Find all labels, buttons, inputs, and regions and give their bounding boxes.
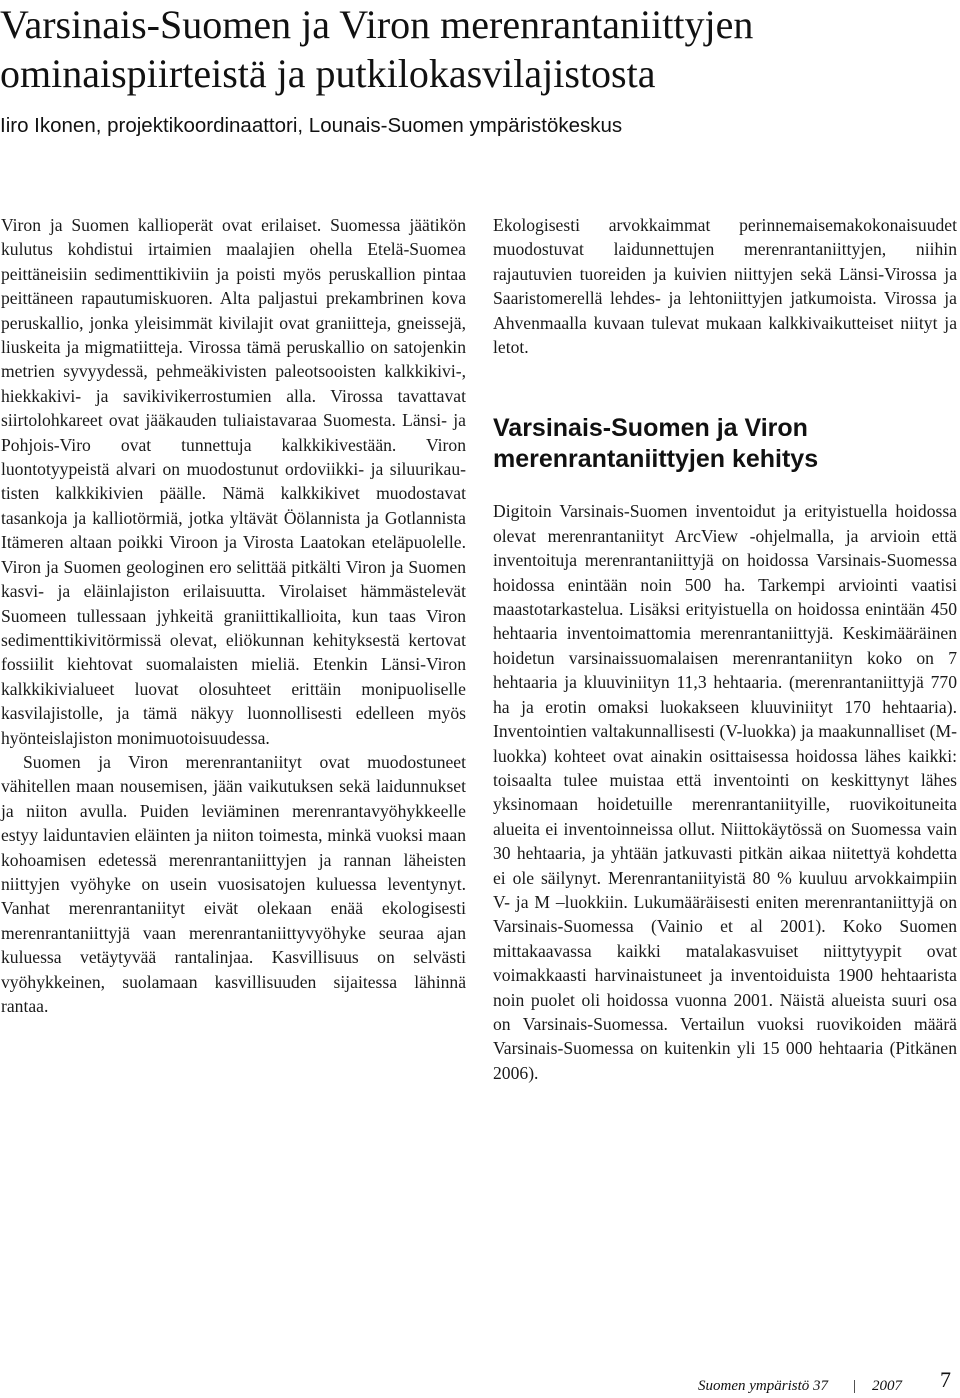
article-title: Varsinais-Suomen ja Viron merenrantaniittyjen ominaispiirteistä ja putkilokasvilajistosta [0, 2, 754, 96]
body-paragraph: Ekologisesti arvokkaimmat perinnemaisemakokonaisuudet muodostuvat laidunnettujen merenrantaniittyjen, niihin rajautuvien tuoreiden ja kuivien niittyjen sekä Länsi-Virossa ja Saaristomerellä lehdes- ja lehtoniittyjen jatkumoista. Virossa ja Ahvenmaalla kuvaan tulevat mukaan kalkkivaikutteiset niityt ja letot. [493, 215, 957, 358]
section-heading: Varsinais-Suomen ja Viron merenrantaniittyjen kehitys [493, 414, 819, 474]
footer-separator: | [853, 1378, 857, 1394]
journal-name: Suomen ympäristö 37 [698, 1378, 828, 1394]
right-column [493, 213, 957, 1085]
journal-year: 2007 [872, 1378, 902, 1394]
body-paragraph: Viron ja Suomen kallioperät ovat erilaiset. Suomessa jäätikön kulutus kohdistui irtaimien maalajien ohella Etelä-Suomea peittäneisiin sedimenttikiviin ja poisti myös peruskallion pintaa peittäneen rapautumiskuoren. Alta paljastui prekambrinen kova peruskallio, jonka yleisimmät kivilajit ovat graniitteja, gneissejä, liuskeita ja migmatiitteja. Virossa tämä peruskallio on satojenkin metrien syvyydessä, pehmeäkivisten paleotsooisten kalkkikivi-, hiekkakivi- ja savikivikerrostumien alla. Virossa tavattavat siirtolohkareet ovat jääkauden tuliaistavaraa Suomesta. Länsi- ja Pohjois-Viro ovat tunnettuja kalkkikivestään. Viron luontotyypeistä alvari on muodostunut ordoviikki- ja siluurikautisten kalkkikivien päälle. Nämä kalkkikivet muodostavat tasankoja ja kalliotörmiä, jotka yltävät Öölannista ja Gotlannista Itämeren altaan poikki Viroon ja Virosta Laatokan eteläpuolelle. Viron ja Suomen geologinen ero selittää pitkälti Viron ja Suomen kasvi- ja eläinlajiston erilaisuutta. Virolaiset hämmästelevät Suomeen tullessaan jyhkeitä graniittikallioita, kun taas Viron sedimenttikivitörmissä olevat, eliökunnan kehityksestä kertovat fossiilit kiehtovat suomalaisten mieliä. Etenkin Länsi-Viron kalkkikivialueet luovat olosuhteet erittäin monipuoliselle kasvilajistolle, ja tämä näkyy luonnollisesti edelleen myös hyönteislajiston monimuotoisuudessa. [1, 215, 466, 748]
body-paragraph: Digitoin Varsinais-Suomen inventoidut ja erityistuella hoidossa olevat merenrantaniityt ArcView -ohjelmalla, ja arvioin että inventoituja merenrantaniittyjä on hoidossa Varsinais-Suomessa hoidossa enintään noin 500 ha. Tarkempi arviointi vaatisi maastotarkastelua. Lisäksi erityistuella on hoidossa enintään 450 hehtaaria inventoimattomia merenrantaniittyjä. Keskimääräinen hoidetun varsinaissuomalaisen merenrantaniityn koko on 7 hehtaaria ja kluuviniityn 11,3 hehtaaria. (merenrantaniittyjä 770 ha ja erotin omaksi luokakseen kluuviniityt 170 hehtaaria). Inventointien valtakunnallisesti (V-luokka) ja maakunnalliset (M-luokka) kohteet ovat ainakin osittaisessa hoidossa lähes kaikki: toisaalta tulee muistaa että inventointi on keskittynyt lähes yksinomaan hoidetuille merenrantaniityille, ruovikoituneita alueita ei inventoinneissa ollut. Niittokäytössä on Suomessa vain 30 hehtaaria, ja yhtään jatkuvasti pitkän aikaa niitettyä kohdetta ei ole säilynyt. Merenrantaniityistä 80 % kuuluu arvokkaimpiin V- ja M –luokkiin. Lukumääräisesti eniten merenrantaniittyjä on Varsinais-Suomessa (Vainio et al 2001). Koko Suomen mittakaavassa kaikki matalakasvuiset niittytyypit ovat voimakkaasti harvinaistuneet ja inventoiduista 1900 hehtaarista noin puolet oli hoidossa vuonna 2001. Näistä alueista suuri osa on Varsinais-Suomessa. Vertailun vuoksi ruovikoiden määrä Varsinais-Suomessa on kuitenkin yli 15 000 hehtaaria (Pitkänen 2006). [493, 501, 957, 1083]
left-column [1, 213, 466, 1018]
page-number: 7 [940, 1367, 951, 1392]
body-paragraph: Suomen ja Viron merenrantaniityt ovat muodostuneet vähitellen maan nousemisen, jään vaikutuksen sekä laidunnukset ja niiton avulla. Puiden leviäminen merenrantavyöhykkeelle estyy laiduntavien eläinten ja niiton toimesta, minkä vuoksi maan kohoamisen edetessä merenrantaniittyjen ja rannan läheisten niittyjen vyöhyke on usein vuosisatojen kuluessa leventynyt. Vanhat merenrantaniityt eivät olekaan enää ekologisesti merenrantaniittyjä vaan merenrantaniittyvyöhyke seuraa ajan kuluessa vetäytyvää rantalinjaa. Kasvillisuus on selvästi vyöhykkeinen, suolamaan kasvillisuuden sijaitessa lähinnä rantaa. [1, 751, 466, 1016]
author-byline: Iiro Ikonen, projektikoordinaattori, Lounais-Suomen ympäristökeskus [0, 114, 623, 137]
